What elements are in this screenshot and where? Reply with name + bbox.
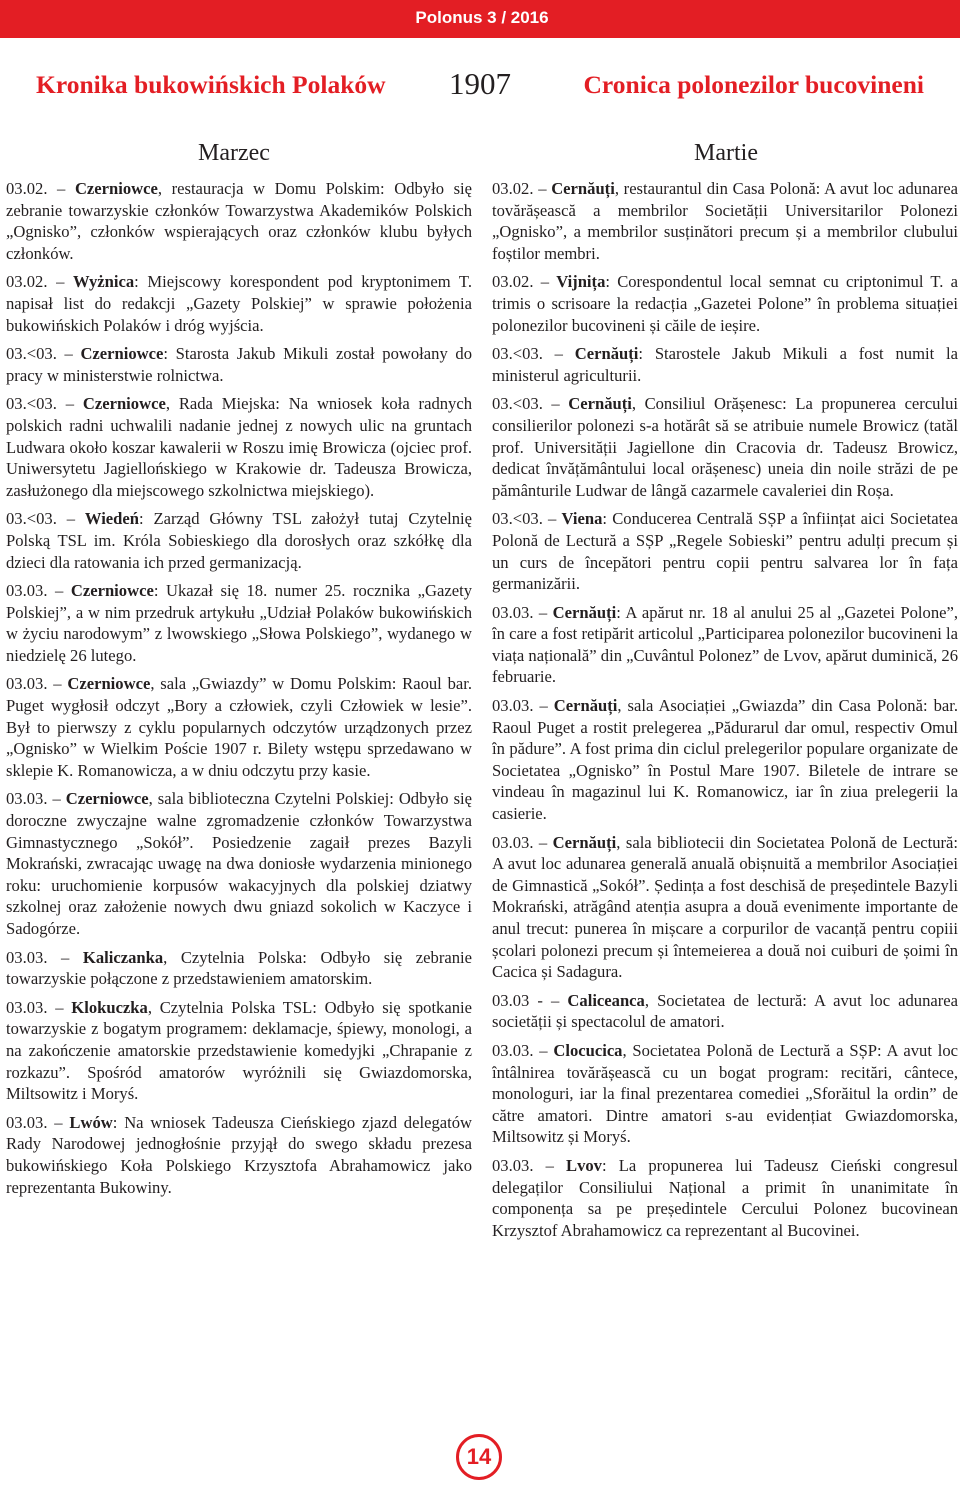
entry-place: Viena <box>561 509 603 529</box>
entry-text: , restaurantul din Casa Polonă: A avut loc adunarea tovărășească a membrilor Societății Universitarilor Polonezi „Ognisko”, a membrilor susținători precum și a membrilor clubului foștilor membri. <box>492 179 958 263</box>
entry-text: , sala bibliotecii din Societatea Polonă de Lectură: A avut loc adunarea generală anuală obișnuită a membrilor Asociației de Gimnastică „Sokół”. Ședința a fost deschisă de președintele Bazyli Mokrański, atrăgând atenția asupra a două evenimente importante de anul trecut: punerea în mișcare a corpurilor de vacanță pentru copiii școlari polonezi precum și întemeierea a două noi cuiburi de șoimi în Cacica și Sadagura. <box>492 832 958 982</box>
chronicle-entry: 03.03. – Lvov: La propunerea lui Tadeusz Cieński congresul delegaților Consiliului Național a primit în unanimitate în componența sa pe președintele Cercului Polonez bucovinean Krzysztof Abrahamowicz ca reprezentant al Bucovinei. <box>492 1155 958 1240</box>
romanian-column <box>492 178 958 1438</box>
entry-place: Czerniowce <box>74 179 158 198</box>
entry-text: , Czytelnia Polska TSL: Odbyło się spotkanie towarzyskie z bogatym programem: deklamacje, śpiewy, monologi, a na zakończenie amatorskie przedstawienie komedyjki „Chrapanie z rozkazu”. Spośród amatorów wyróżnili się Gwiazdomorska, Miltsowitz i Moryś. <box>6 997 472 1104</box>
entry-text: , Consiliul Orășenesc: La propunerea cercului consilierilor polonezi s-a hotărât să se atribuie numele Browicz (tatăl prof. Universității Jagiellone din Cracovia dr. Tadeusz Browicz, dedicat învățământului local orășenesc) uneia din noile străzi de pe pământurile Ludwar de lângă cazarmele cavaleriei din Roșa. <box>492 394 958 500</box>
polish-column <box>6 178 472 1438</box>
entry-date: 03.03. <box>6 674 48 694</box>
entry-text: : La propunerea lui Tadeusz Cieński congresul delegaților Consiliului Național a primit în unanimitate în componența sa pe președintele Cercului Polonez bucovinean Krzysztof Abrahamowicz ca reprezentant al Bucovinei. <box>492 1155 958 1240</box>
entry-date: 03.03. <box>6 997 48 1017</box>
entry-date: 03.03. <box>492 696 534 716</box>
entry-text: , restauracja w Domu Polskim: Odbyło się zebranie towarzyskie członków Towarzystwa Akademików Polskich „Ognisko”, członków wspierających oraz członków klubu byłych członków. <box>6 179 472 263</box>
entry-text: : Corespondentul local semnat cu criptonimul T. a trimis o scrisoare la redacția „Gazetei Polone” în problema situației polonezilor bucovineni și căile de ieșire. <box>492 272 958 335</box>
entry-place: Cernăuți <box>553 696 618 716</box>
entry-place: Lvov <box>566 1155 602 1175</box>
entry-text: : A apărut nr. 18 al anului 25 al „Gazetei Polone”, în care a fost retipărit articolul „Participarea polonezilor bucovineni la viața națională” din „Cuvântul Polonez” de Lvov, apărut duminică, 26 februarie. <box>492 602 958 687</box>
chronicle-entry: 03.<03. – Cernăuți, Consiliul Orășenesc: La propunerea cercului consilierilor polonezi s-a hotărât să se atribuie numele Browicz (tatăl prof. Universității Jagiellone din Cracovia dr. Tadeusz Browicz, dedicat învățământului local orășenesc) uneia din noile străzi de pe pământurile Ludwar de lângă cazarmele cavaleriei din Roșa. <box>492 394 958 500</box>
entry-date: 03.02. <box>492 179 534 198</box>
entry-place: Cernăuți <box>568 394 632 414</box>
chronicle-entry: 03.<03. – Wiedeń: Zarząd Główny TSL założył tutaj Czytelnię Polską TSL im. Króla Sobieskiego dla dorosłych oraz szkółkę dla dzieci dla ratowania ich przed germanizacją. <box>6 509 472 572</box>
chronicle-entry: 03.<03. – Czerniowce, Rada Miejska: Na wniosek koła radnych polskich radni uchwalili nadanie jednej z nowych ulic na gruntach Ludwara około koszar kawalerii w Roszu imię Browicza (ojciec prof. Uniwersytetu Jagiellońskiego w Krakowie dr. Tadeusza Browicza, zasłużonego dla miejscowego szkolnictwa miejskiego). <box>6 394 472 500</box>
entry-date: 03.<03. <box>492 344 543 364</box>
entry-text: : Ukazał się 18. numer 25. rocznika „Gazety Polskiej”, a w nim przedruk artykułu „Udział Polaków bukowińskich w życiu narodowym” z lwowskiego „Słowa Polskiego”, wydanego w niedzielę 26 lutego. <box>6 581 472 665</box>
chronicle-entry: 03.03. – Cernăuți: A apărut nr. 18 al anului 25 al „Gazetei Polone”, în care a fost retipărit articolul „Participarea polonezilor bucovineni la viața națională” din „Cuvântul Polonez” de Lvov, apărut duminică, 26 februarie. <box>492 602 958 687</box>
entry-text: , sala biblioteczna Czytelni Polskiej: Odbyło się doroczne zwyczajne walne zgromadzenie członków Towarzystwa Gimnastycznego „Sokół”. Posiedzenie zagaił prezes Bazyli Mokrański, zwracając uwagę na dwa doniosłe wydarzenia minionego roku: uruchomienie korpusów wakacyjnych dla polskiej dziatwy szkolnej oraz założenie nowych dwu gniazd sokolich w Kaczyce i Sadogórze. <box>6 789 472 938</box>
header-bar <box>0 0 960 38</box>
entry-place: Clocucica <box>553 1040 623 1060</box>
entry-text: , sala „Gwiazdy” w Domu Polskim: Raoul bar. Puget wygłosił odczyt „Bory a człowiek, czyli Człowiek w lesie”. Był to pierwszy z cyklu popularnych odczytów urządzonych przez „Ognisko” w Wielkim Poście 1907 r. Bilety wstępu sprzedawano w sklepie K. Romanowicza, a w dniu odczytu przy kasie. <box>6 674 472 780</box>
chronicle-entry: 03.03. – Czerniowce, sala „Gwiazdy” w Domu Polskim: Raoul bar. Puget wygłosił odczyt „Bory a człowiek, czyli Człowiek w lesie”. Był to pierwszy z cyklu popularnych odczytów urządzonych przez „Ognisko” w Wielkim Poście 1907 r. Bilety wstępu sprzedawano w sklepie K. Romanowicza, a w dniu odczytu przy kasie. <box>6 674 472 780</box>
title-polish: Kronika bukowińskich Polaków <box>36 70 386 99</box>
entry-place: Cernăuți <box>552 832 617 852</box>
chronicle-entry: 03.03. – Lwów: Na wniosek Tadeusza Cieńskiego zjazd delegatów Rady Narodowej jednogłośnie przyjął do swego składu prezesa bukowińskiego Koła Polskiego Krzysztofa Abrahamowicz jako reprezentanta Bukowiny. <box>6 1112 472 1197</box>
chronicle-entry: 03.03. – Kaliczanka, Czytelnia Polska: Odbyło się zebranie towarzyskie połączone z przedstawieniem amatorskim. <box>6 947 472 989</box>
year: 1907 <box>449 66 511 101</box>
entry-text: : Na wniosek Tadeusza Cieńskiego zjazd delegatów Rady Narodowej jednogłośnie przyjął do swego składu prezesa bukowińskiego Koła Polskiego Krzysztofa Abrahamowicz jako reprezentanta Bukowiny. <box>6 1112 472 1197</box>
entry-date: 03.<03. <box>492 394 543 414</box>
chronicle-entry: 03.<03. – Cernăuți: Starostele Jakub Mikuli a fost numit la ministerul agriculturii. <box>492 344 958 385</box>
entry-date: 03.02. <box>6 179 48 198</box>
entry-place: Cernăuți <box>551 179 615 198</box>
entry-place: Caliceanca <box>567 990 645 1010</box>
entry-date: 03.<03. <box>492 509 543 529</box>
month-heading-romanian: Martie <box>694 140 758 166</box>
entry-place: Wyżnica <box>73 272 135 292</box>
chronicle-entry: 03.03. – Cernăuți, sala Asociației „Gwiazda” din Casa Polonă: bar. Raoul Puget a rostit prelegerea „Pădurarul dar omul, respectiv Omul în pădure”. A fost prima din ciclul prelegerilor populare organizate de Societatea „Ognisko” în Postul Mare 1907. Biletele de intrare se vindeau în magazinul lui K. Romanowicz, iar în ziua prelegerii la casierie. <box>492 696 958 824</box>
chronicle-entry: 03.02. – Cernăuți, restaurantul din Casa Polonă: A avut loc adunarea tovărășească a membrilor Societății Universitarilor Polonezi „Ognisko”, a membrilor susținători precum și a membrilor clubului foștilor membri. <box>492 179 958 263</box>
entry-text: , sala Asociației „Gwiazda” din Casa Polonă: bar. Raoul Puget a rostit prelegerea „Pădurarul dar omul, respectiv Omul în pădure”. A fost prima din ciclul prelegerilor populare organizate de Societatea „Ognisko” în Postul Mare 1907. Biletele de intrare se vindeau în magazinul lui K. Romanowicz, iar în ziua prelegerii la casierie. <box>492 696 958 824</box>
entry-text: : Conducerea Centrală SȘP a înființat aici Societatea Polonă de Lectură a SȘP „Regele Sobieski” pentru adulți precum și un curs de începători pentru copii pentru salvarea lor în fața germanizării. <box>492 509 958 594</box>
chronicle-entry: 03.02. – Wyżnica: Miejscowy korespondent pod kryptonimem T. napisał list do redakcji „Gazety Polskiej” w sprawie położenia bukowińskich Polaków i dróg wyjścia. <box>6 272 472 335</box>
entry-date: 03.02. <box>492 272 534 292</box>
chronicle-entry: 03.02. – Czerniowce, restauracja w Domu Polskim: Odbyło się zebranie towarzyskie członków Towarzystwa Akademików Polskich „Ognisko”, członków wspierających oraz członków klubu byłych członków. <box>6 179 472 263</box>
entry-place: Cernăuți <box>574 344 639 364</box>
entry-text: , Societatea Polonă de Lectură a SȘP: A avut loc întâlnirea tovărășească cu un bogat program: recitări, cântece, monologuri, iar la final prezentarea comediei „Sforăitul la ordin” de către amatori. Dintre amatori s-au evidențiat Gwiazdomorska, Miltsowitz și Moryś. <box>492 1040 958 1147</box>
entry-text: : Zarząd Główny TSL założył tutaj Czytelnię Polską TSL im. Króla Sobieskiego dla dorosłych oraz szkółkę dla dzieci dla ratowania ich przed germanizacją. <box>6 509 472 572</box>
chronicle-entry: 03.03. – Cernăuți, sala bibliotecii din Societatea Polonă de Lectură: A avut loc adunarea generală anuală obișnuită a membrilor Asociației de Gimnastică „Sokół”. Ședința a fost deschisă de președintele Bazyli Mokrański, atrăgând atenția asupra a două evenimente importante de anul trecut: punerea în mișcare a corpurilor de vacanță pentru copiii școlari polonezi precum și întemeierea a două noi cuiburi de șoimi în Cacica și Sadagura. <box>492 832 958 982</box>
month-heading-polish: Marzec <box>198 140 270 166</box>
entry-text: , Societatea de lectură: A avut loc adunarea societății și spectacolul de amatori. <box>492 990 958 1032</box>
entry-place: Czerniowce <box>65 789 149 809</box>
entry-date: 03.03 - <box>492 990 543 1010</box>
entry-date: 03.03. <box>492 1155 534 1175</box>
entry-date: 03.03. <box>6 1112 48 1132</box>
page-number: 14 <box>456 1434 502 1480</box>
entry-text: : Starosta Jakub Mikuli został powołany do pracy w ministerstwie rolnictwa. <box>6 344 472 385</box>
entry-place: Wiedeń <box>84 509 139 529</box>
entry-date: 03.<03. <box>6 509 57 529</box>
chronicle-entry: 03.<03. – Viena: Conducerea Centrală SȘP a înființat aici Societatea Polonă de Lectură a SȘP „Regele Sobieski” pentru adulți precum și un curs de începători pentru copii pentru salvarea lor în fața germanizării. <box>492 509 958 594</box>
title-romanian: Cronica polonezilor bucovineni <box>583 70 924 99</box>
entry-date: 03.03. <box>492 602 534 622</box>
entry-date: 03.03. <box>6 581 48 601</box>
chronicle-entry: 03.03. – Czerniowce, sala biblioteczna Czytelni Polskiej: Odbyło się doroczne zwyczajne walne zgromadzenie członków Towarzystwa Gimnastycznego „Sokół”. Posiedzenie zagaił prezes Bazyli Mokrański, zwracając uwagę na dwa doniosłe wydarzenia minionego roku: uruchomienie korpusów wakacyjnych dla polskiej dziatwy szkolnej oraz założenie nowych dwu gniazd sokolich w Kaczyce i Sadogórze. <box>6 789 472 938</box>
chronicle-entry: 03.<03. – Czerniowce: Starosta Jakub Mikuli został powołany do pracy w ministerstwie rolnictwa. <box>6 344 472 385</box>
chronicle-entry: 03.03 - – Caliceanca, Societatea de lectură: A avut loc adunarea societății și spectacolul de amatori. <box>492 990 958 1032</box>
chronicle-entry: 03.03. – Czerniowce: Ukazał się 18. numer 25. rocznika „Gazety Polskiej”, a w nim przedruk artykułu „Udział Polaków bukowińskich w życiu narodowym” z lwowskiego „Słowa Polskiego”, wydanego w niedzielę 26 lutego. <box>6 581 472 665</box>
entry-place: Czerniowce <box>67 674 151 694</box>
entry-text: , Rada Miejska: Na wniosek koła radnych polskich radni uchwalili nadanie jednej z nowych ulic na gruntach Ludwara około koszar kawalerii w Roszu imię Browicza (ojciec prof. Uniwersytetu Jagiellońskiego w Krakowie dr. Tadeusza Browicza, zasłużonego dla miejscowego szkolnictwa miejskiego). <box>6 394 472 500</box>
entry-place: Czerniowce <box>82 394 166 414</box>
entry-date: 03.03. <box>6 947 48 967</box>
entry-place: Czerniowce <box>70 581 154 601</box>
entry-place: Klokuczka <box>71 997 148 1017</box>
entry-place: Vijnița <box>556 272 606 292</box>
chronicle-entry: 03.02. – Vijnița: Corespondentul local semnat cu criptonimul T. a trimis o scrisoare la redacția „Gazetei Polone” în problema situației polonezilor bucovineni și căile de ieșire. <box>492 272 958 335</box>
entry-date: 03.03. <box>6 789 48 809</box>
chronicle-entry: 03.03. – Clocucica, Societatea Polonă de Lectură a SȘP: A avut loc întâlnirea tovărășească cu un bogat program: recitări, cântece, monologuri, iar la final prezentarea comediei „Sforăitul la ordin” de către amatori. Dintre amatori s-au evidențiat Gwiazdomorska, Miltsowitz și Moryś. <box>492 1040 958 1147</box>
entry-date: 03.<03. <box>6 344 57 364</box>
entry-date: 03.<03. <box>6 394 57 414</box>
publication-name: Polonus 3 / 2016 <box>415 8 549 27</box>
entry-place: Lwów <box>69 1112 113 1132</box>
entry-date: 03.03. <box>492 1040 534 1060</box>
entry-place: Kaliczanka <box>82 947 164 967</box>
entry-text: , Czytelnia Polska: Odbyło się zebranie towarzyskie połączone z przedstawieniem amatorskim. <box>6 947 472 989</box>
entry-text: : Miejscowy korespondent pod kryptonimem T. napisał list do redakcji „Gazety Polskiej” w sprawie położenia bukowińskich Polaków i dróg wyjścia. <box>6 272 472 335</box>
entry-text: : Starostele Jakub Mikuli a fost numit la ministerul agriculturii. <box>492 344 958 385</box>
entry-place: Cernăuți <box>552 602 617 622</box>
chronicle-entry: 03.03. – Klokuczka, Czytelnia Polska TSL: Odbyło się spotkanie towarzyskie z bogatym programem: deklamacje, śpiewy, monologi, a na zakończenie amatorskie przedstawienie komedyjki „Chrapanie z rozkazu”. Spośród amatorów wyróżnili się Gwiazdomorska, Miltsowitz i Moryś. <box>6 997 472 1104</box>
entry-date: 03.03. <box>492 832 534 852</box>
entry-place: Czerniowce <box>80 344 164 364</box>
entry-date: 03.02. <box>6 272 48 292</box>
